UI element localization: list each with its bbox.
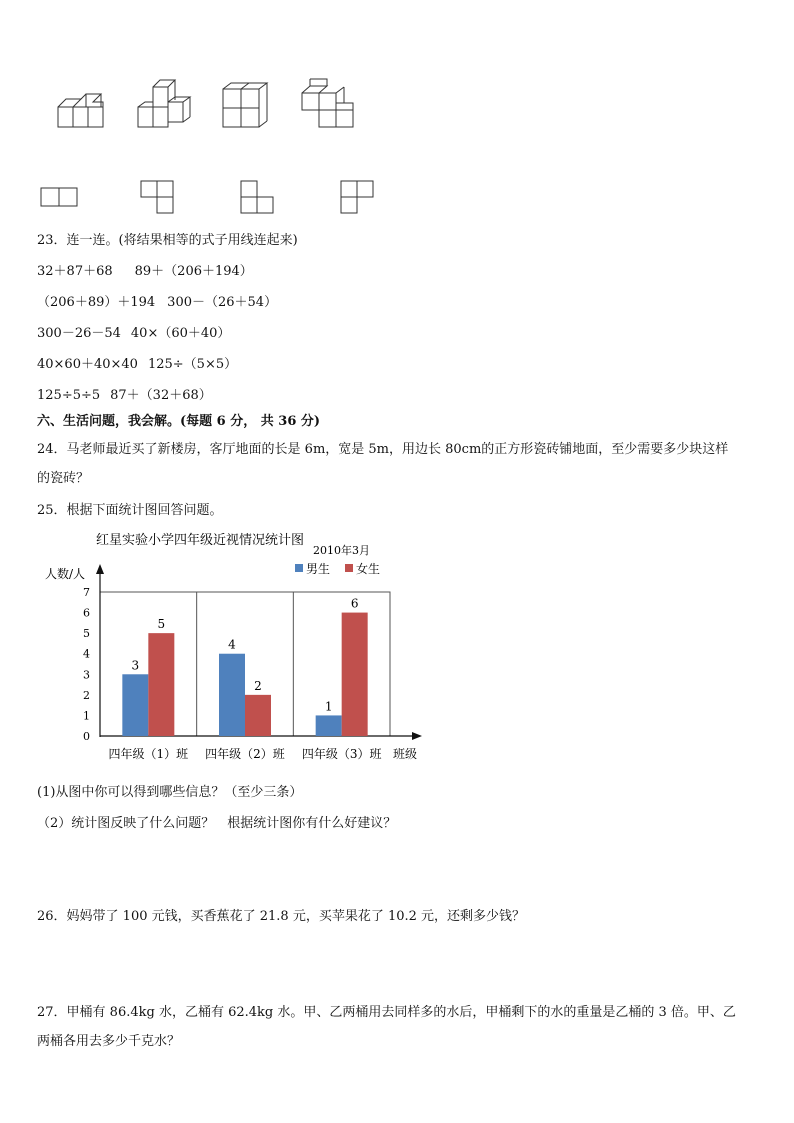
q24-line-2: 的瓷砖？ bbox=[37, 471, 90, 486]
q23-pair-1 bbox=[37, 260, 253, 279]
bar-女生-1 bbox=[148, 633, 174, 736]
y-tick-label: 1 bbox=[83, 709, 90, 723]
section-6-title: 六、生活问题，我会解。(每题 6 分， 共 36 分) bbox=[37, 414, 321, 429]
legend-swatch-男生 bbox=[295, 564, 303, 572]
data-label: 5 bbox=[157, 617, 166, 632]
q25-sub-1: (1)从图中你可以得到哪些信息？（至少三条） bbox=[37, 785, 303, 800]
q23-pair-3 bbox=[37, 322, 230, 341]
q25-text: 25．根据下面统计图回答问题。 bbox=[37, 503, 223, 518]
legend-label: 女生 bbox=[356, 562, 381, 576]
q23-right-3: 40×（60＋40） bbox=[130, 326, 231, 341]
cube-figure-1 bbox=[58, 94, 103, 127]
y-tick-label: 3 bbox=[83, 668, 90, 682]
view-figure-2 bbox=[141, 181, 173, 213]
view-figure-3 bbox=[241, 181, 273, 213]
q26-text: 26．妈妈带了 100 元钱，买香蕉花了 21.8 元，买苹果花了 10.2 元，还剩多少钱？ bbox=[37, 909, 526, 924]
q23-right-2: 300－（26＋54） bbox=[167, 295, 278, 310]
q23-title: 23．连一连。(将结果相等的式子用线连起来) bbox=[37, 233, 298, 248]
data-label: 2 bbox=[254, 678, 262, 693]
q23-left-1: 32＋87＋68 bbox=[37, 264, 113, 279]
q25-sub-2: （2）统计图反映了什么问题？ 根据统计图你有什么好建议？ bbox=[37, 816, 397, 831]
myopia-bar-chart bbox=[40, 528, 440, 768]
chart-title: 红星实验小学四年级近视情况统计图 bbox=[95, 533, 305, 548]
y-axis-arrow bbox=[96, 564, 104, 574]
bar-女生-3 bbox=[342, 613, 368, 736]
y-tick-label: 4 bbox=[83, 647, 90, 661]
data-label: 1 bbox=[324, 699, 333, 714]
chart-legend bbox=[295, 561, 380, 576]
q27-line-1: 27．甲桶有 86.4kg 水，乙桶有 62.4kg 水。甲、乙两桶用去同样多的水后，甲桶剩下的水的重量是乙桶的 3 倍。甲、乙 bbox=[37, 1005, 736, 1020]
x-tick-label: 四年级（1）班 bbox=[108, 747, 189, 761]
q24-line-1: 24．马老师最近买了新楼房，客厅地面的长是 6m，宽是 5m，用边长 80cm的正方形瓷砖铺地面，至少需要多少块这样 bbox=[37, 442, 729, 457]
view-figure-1 bbox=[41, 188, 77, 206]
q23-left-2: （206＋89）＋194 bbox=[37, 295, 156, 310]
bar-男生-3 bbox=[316, 715, 342, 736]
bar-男生-1 bbox=[122, 674, 148, 736]
q23-pair-2 bbox=[37, 291, 277, 310]
data-label: 6 bbox=[350, 596, 359, 611]
q23-right-1: 89＋（206＋194） bbox=[134, 264, 253, 279]
y-tick-label: 6 bbox=[83, 606, 90, 620]
chart-ylabel: 人数/人 bbox=[45, 567, 86, 581]
q23-pair-5 bbox=[37, 384, 212, 403]
x-axis-arrow bbox=[412, 732, 422, 740]
x-tick-label: 四年级（2）班 bbox=[205, 747, 285, 761]
q23-left-4: 40×60＋40×40 bbox=[37, 357, 138, 372]
y-tick-label: 7 bbox=[83, 586, 90, 599]
data-label: 4 bbox=[228, 637, 236, 652]
bar-男生-2 bbox=[219, 654, 245, 736]
data-label: 3 bbox=[131, 658, 140, 673]
q23-pair-4 bbox=[37, 353, 237, 372]
q23-left-5: 125÷5÷5 bbox=[37, 388, 101, 403]
q23-left-3: 300－26－54 bbox=[37, 326, 121, 341]
bar-女生-2 bbox=[245, 695, 271, 736]
view-figure-4 bbox=[341, 181, 373, 213]
x-tick-label: 四年级（3）班 bbox=[301, 747, 382, 761]
cube-figures bbox=[50, 75, 370, 140]
y-tick-label: 5 bbox=[83, 627, 90, 641]
chart-xlabel: 班级 bbox=[393, 747, 418, 761]
chart-plot-area bbox=[83, 564, 422, 761]
q27-line-2: 两桶各用去多少千克水？ bbox=[37, 1034, 181, 1049]
legend-swatch-女生 bbox=[345, 564, 353, 572]
y-tick-label: 0 bbox=[83, 730, 90, 743]
cube-figure-4 bbox=[302, 79, 353, 127]
view-figures bbox=[38, 178, 378, 218]
q23-right-4: 125÷（5×5） bbox=[147, 357, 238, 372]
cube-figure-3 bbox=[223, 83, 267, 127]
cube-figure-2 bbox=[138, 80, 190, 127]
legend-label: 男生 bbox=[306, 562, 331, 576]
y-tick-label: 2 bbox=[83, 688, 90, 702]
chart-subtitle: 2010年3月 bbox=[313, 544, 370, 557]
q23-right-5: 87＋（32＋68） bbox=[110, 388, 212, 403]
